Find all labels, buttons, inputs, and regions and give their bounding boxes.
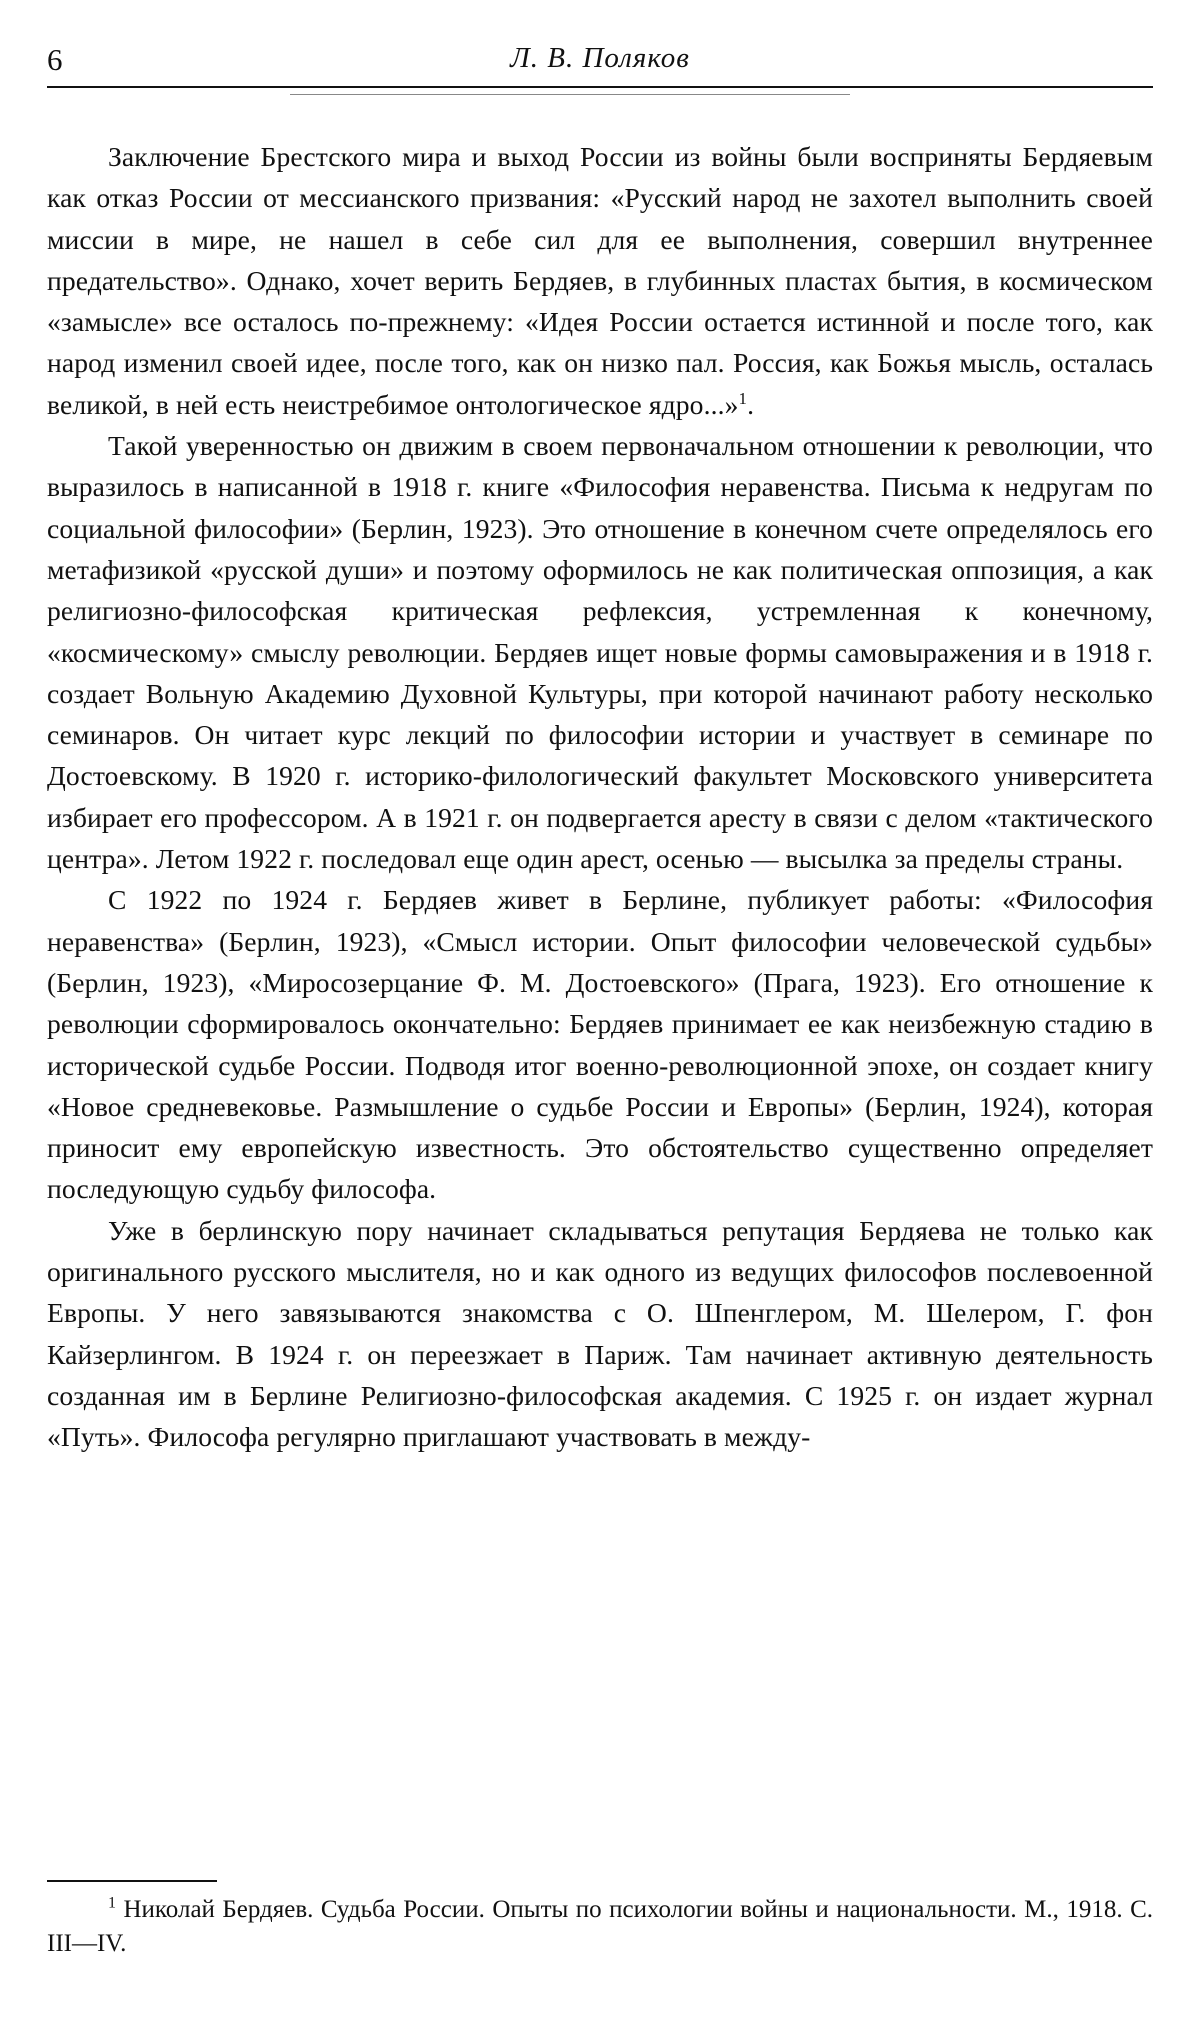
paragraph-text: Заключение Брестского мира и выход России из войны были восприняты Бердяевым как отказ России от мессианского призвания: «Русский народ не захотел выполнить своей миссии в мире, не нашел в себе сил для ее выполнения, совершил внутреннее предательство». Однако, хочет верить Бердяев, в глубинных пластах бытия, в космическом «замысле» все осталось по-прежнему: «Идея России остается истинной и после того, как народ изменил своей идее, после того, как он низко пал. Россия, как Божья мысль, осталась великой, в ней есть неистребимое онтологическое ядро...» xyxy=(47,141,1153,420)
footnote-reference[interactable]: 1 xyxy=(738,388,748,408)
page-header xyxy=(47,38,1153,78)
page-number: 6 xyxy=(47,42,63,77)
running-title: Л. В. Поляков xyxy=(510,42,690,74)
body-text xyxy=(47,136,1153,1458)
footnote-marker: 1 xyxy=(108,1894,116,1912)
footnote-text: Николай Бердяев. Судьба России. Опыты по психологии войны и национальности. М., 1918. С. III—IV. xyxy=(47,1896,1153,1957)
paragraph-tail: . xyxy=(747,388,755,420)
paragraph xyxy=(47,136,1153,425)
header-rule-secondary xyxy=(290,94,850,95)
header-rule xyxy=(47,86,1153,88)
footnote xyxy=(47,1893,1153,1961)
paragraph: Такой уверенностью он движим в своем первоначальном отношении к революции, что выразилось в написанной в 1918 г. книге «Философия неравенства. Письма к недругам по социальной философии» (Берлин, 1923). Это отношение в конечном счете определялось его метафизикой «русской души» и поэтому оформилось не как политическая оппозиция, а как религиозно-философская критическая рефлексия, устремленная к конечному, «космическому» смыслу революции. Бердяев ищет новые формы самовыражения и в 1918 г. создает Вольную Академию Духовной Культуры, при которой начинают работу несколько семинаров. Он читает курс лекций по философии истории и участвует в семинаре по Достоевскому. В 1920 г. историко-филологический факультет Московского университета избирает его профессором. А в 1921 г. он подвергается аресту в связи с делом «тактического центра». Летом 1922 г. последовал еще один арест, осенью — высылка за пределы страны. xyxy=(47,430,1153,875)
footnote-rule xyxy=(47,1880,217,1882)
paragraph: Уже в берлинскую пору начинает складываться репутация Бердяева не только как оригинального русского мыслителя, но и как одного из ведущих философов послевоенной Европы. У него завязываются знакомства с О. Шпенглером, М. Шелером, Г. фон Кайзерлингом. В 1924 г. он переезжает в Париж. Там начинает активную деятельность созданная им в Берлине Религиозно-философская академия. С 1925 г. он издает журнал «Путь». Философа регулярно приглашают участвовать в между- xyxy=(47,1214,1153,1453)
paragraph: С 1922 по 1924 г. Бердяев живет в Берлине, публикует работы: «Философия неравенства» (Берлин, 1923), «Смысл истории. Опыт философии человеческой судьбы» (Берлин, 1923), «Миросозерцание Ф. М. Достоевского» (Прага, 1923). Его отношение к революции сформировалось окончательно: Бердяев принимает ее как неизбежную стадию в исторической судьбе России. Подводя итог военно-революционной эпохе, он создает книгу «Новое средневековье. Размышление о судьбе России и Европы» (Берлин, 1924), которая приносит ему европейскую известность. Это обстоятельство существенно определяет последующую судьбу философа. xyxy=(47,884,1153,1205)
